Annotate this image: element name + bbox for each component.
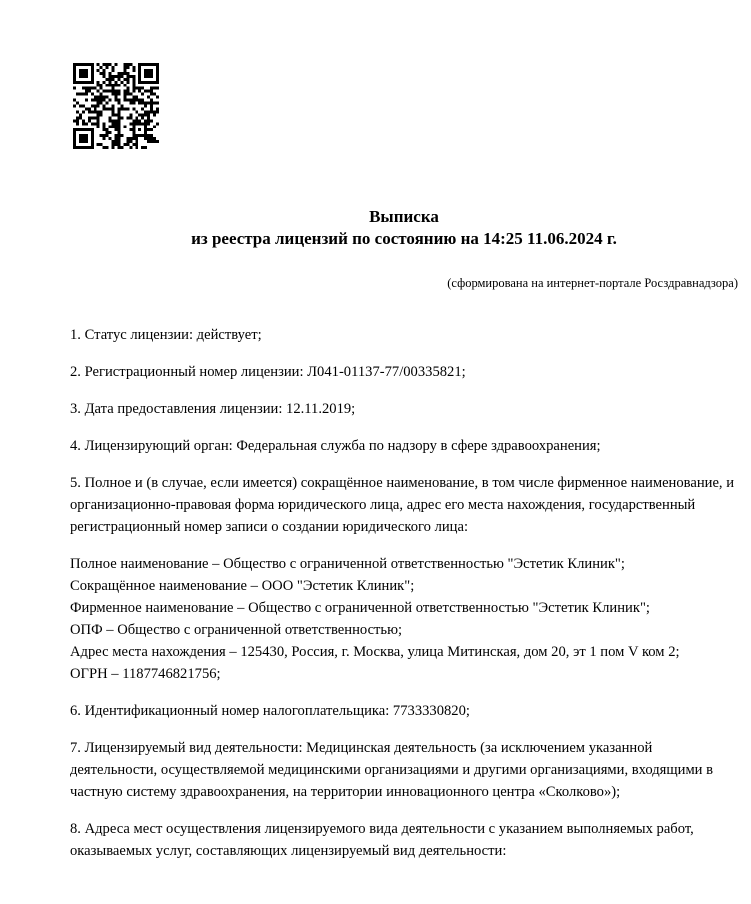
- paragraph-taxpayer-inn: 6. Идентификационный номер налогоплательщика: 7733330820;: [70, 703, 470, 719]
- paragraph-license-status: 1. Статус лицензии: действует;: [70, 327, 262, 343]
- paragraph-registration-number: 2. Регистрационный номер лицензии: Л041-01137-77/00335821;: [70, 364, 466, 380]
- document-content: [70, 0, 738, 877]
- document-title: [70, 206, 738, 250]
- paragraph-entity-names-intro: 5. Полное и (в случае, если имеется) сокращённое наименование, в том числе фирменное наименование, и организационно-правовая форма юридического лица, адрес его места нахождения, государственный регистрационный номер записи о создании юридического лица:: [70, 475, 735, 535]
- paragraph-licensing-authority: 4. Лицензирующий орган: Федеральная служба по надзору в сфере здравоохранения;: [70, 438, 601, 454]
- entity-address-line: Адрес места нахождения – 125430, Россия, г. Москва, улица Митинская, дом 20, эт 1 пом V ком 2;: [70, 644, 680, 660]
- entity-full-name-line: Полное наименование – Общество с ограниченной ответственностью "Эстетик Клиник";: [70, 556, 625, 572]
- title-line-1: Выписка: [369, 207, 439, 226]
- entity-ogrn-line: ОГРН – 1187746821756;: [70, 666, 221, 682]
- entity-short-name-line: Сокращённое наименование – ООО "Эстетик Клиник";: [70, 578, 415, 594]
- entity-brand-name-line: Фирменное наименование – Общество с ограниченной ответственностью "Эстетик Клиник";: [70, 600, 650, 616]
- paragraph-grant-date: 3. Дата предоставления лицензии: 12.11.2019;: [70, 401, 356, 417]
- legal-entity-details-block: [70, 553, 738, 685]
- title-line-2: из реестра лицензий по состоянию на 14:25 11.06.2024 г.: [191, 229, 617, 248]
- paragraph-licensed-activity: 7. Лицензируемый вид деятельности: Медицинская деятельность (за исключением указанной деятельности, осуществляемой медицинскими организациями и другими организациями, входящими в частную систему здравоохранения, на территории инновационного центра «Сколково»);: [70, 740, 714, 800]
- paragraph-activity-addresses-intro: 8. Адреса мест осуществления лицензируемого вида деятельности с указанием выполняемых работ, оказываемых услуг, составляющих лицензируемый вид деятельности:: [70, 821, 694, 859]
- entity-legal-form-line: ОПФ – Общество с ограниченной ответственностью;: [70, 622, 403, 638]
- document-subtitle: (сформирована на интернет-портале Росздравнадзора): [447, 276, 738, 290]
